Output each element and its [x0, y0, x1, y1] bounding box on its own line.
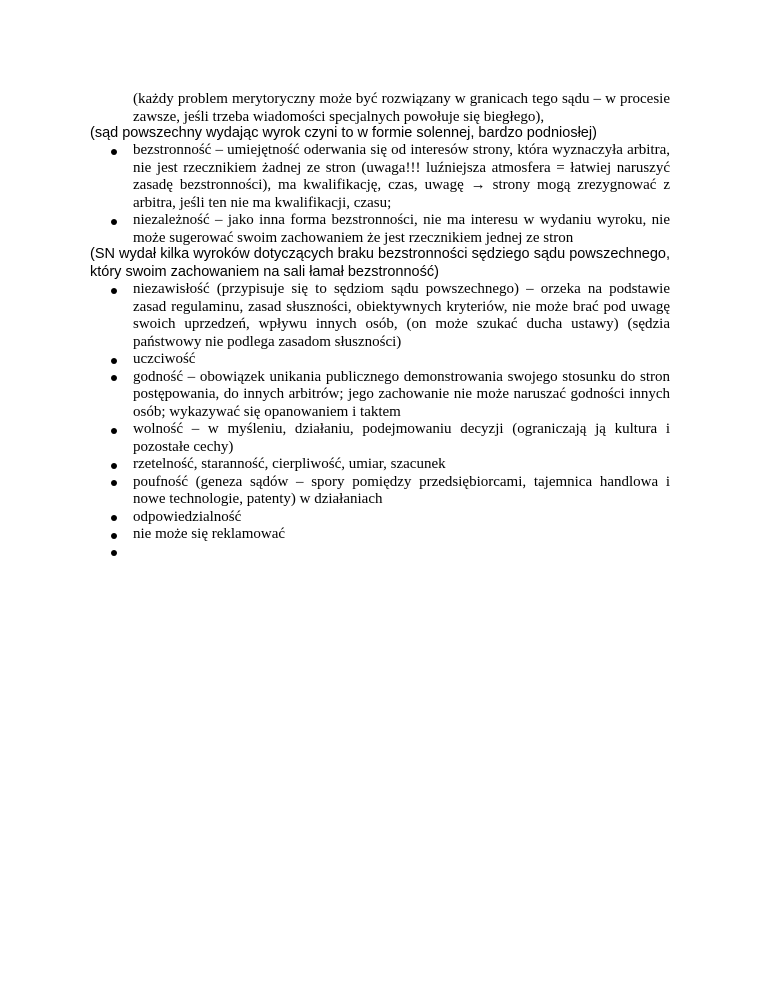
list-item [0, 369, 670, 422]
list-item [0, 526, 670, 544]
list-item-text: uczciwość [133, 351, 196, 367]
list-item-text: nie może się reklamować [133, 526, 286, 542]
bullet-icon [111, 533, 117, 539]
bullet-icon [111, 550, 117, 556]
list-item [0, 212, 670, 247]
list-item-text: godność – obowiązek unikania publicznego demonstrowania swojego stosunku do stron postępowania, do innych arbitrów; jego zachowanie nie może naruszać godności innych osób; wykazywać się opanowaniem i taktem [133, 368, 670, 420]
bullet-icon [111, 358, 117, 364]
list-item-text: wolność – w myśleniu, działaniu, podejmowaniu decyzji (ograniczają ją kultura i pozostałe cechy) [133, 421, 670, 455]
list-item-text: odpowiedzialność [133, 508, 242, 525]
list-item-text: niezawisłość (przypisuje się to sędziom sądu powszechnego) – orzeka na podstawie zasad regulaminu, zasad słuszności, obiektywnych kryteriów, nie może brać pod uwagę swoich uprzedzeń, wpływu innych osób, (on może szukać ducha ustawy) (sędzia państwowy nie podlega zasadom słuszności) [133, 281, 670, 350]
list-item [0, 509, 670, 527]
note-paragraph-2: (SN wydał kilka wyroków dotyczących braku bezstronności sędziego sądu powszechnego, który swoim zachowaniem na sali łamał bezstronność) [90, 246, 670, 280]
intro-paragraph: (każdy problem merytoryczny może być rozwiązany w granicach tego sądu – w procesie zawsze, jeśli trzeba wiadomości specjalnych powołuje się biegłego), [133, 91, 670, 125]
bullet-icon [111, 375, 117, 381]
list-item [0, 456, 670, 474]
list-item [0, 351, 670, 369]
bullet-icon [111, 149, 117, 155]
bullet-icon [111, 288, 117, 294]
bullet-icon [111, 515, 117, 521]
list-item [0, 474, 670, 509]
bullet-list-1 [0, 142, 760, 247]
note-paragraph-1: (sąd powszechny wydając wyrok czyni to w formie solennej, bardzo podniosłej) [90, 125, 597, 141]
list-item-text: niezależność – jako inna forma bezstronności, nie ma interesu w wydaniu wyroku, nie może sugerować swoim zachowaniem że jest rzecznikiem jednej ze stron [133, 212, 670, 246]
list-item-text: bezstronność – umiejętność oderwania się od interesów strony, która wyznaczyła arbitra, nie jest rzecznikiem żadnej ze stron (uwaga!!! luźniejsza atmosfera = łatwiej naruszyć zasadę bezstronności), ma kwalifikację, czas, uwagę → strony mogą zrezygnować z arbitra, jeśli ten nie ma kwalifikacji, czasu; [133, 142, 670, 211]
bullet-icon [111, 463, 117, 469]
list-item-text: poufność (geneza sądów – spory pomiędzy przedsiębiorcami, tajemnica handlowa i nowe technologie, patenty) w działaniach [133, 473, 670, 507]
bullet-icon [111, 219, 117, 225]
list-item [0, 281, 670, 351]
list-item [0, 421, 670, 456]
list-item-empty [0, 544, 670, 562]
list-item [0, 142, 670, 212]
bullet-icon [111, 428, 117, 434]
bullet-icon [111, 480, 117, 486]
bullet-list-2 [0, 281, 760, 561]
list-item-text: rzetelność, staranność, cierpliwość, umiar, szacunek [133, 456, 446, 472]
